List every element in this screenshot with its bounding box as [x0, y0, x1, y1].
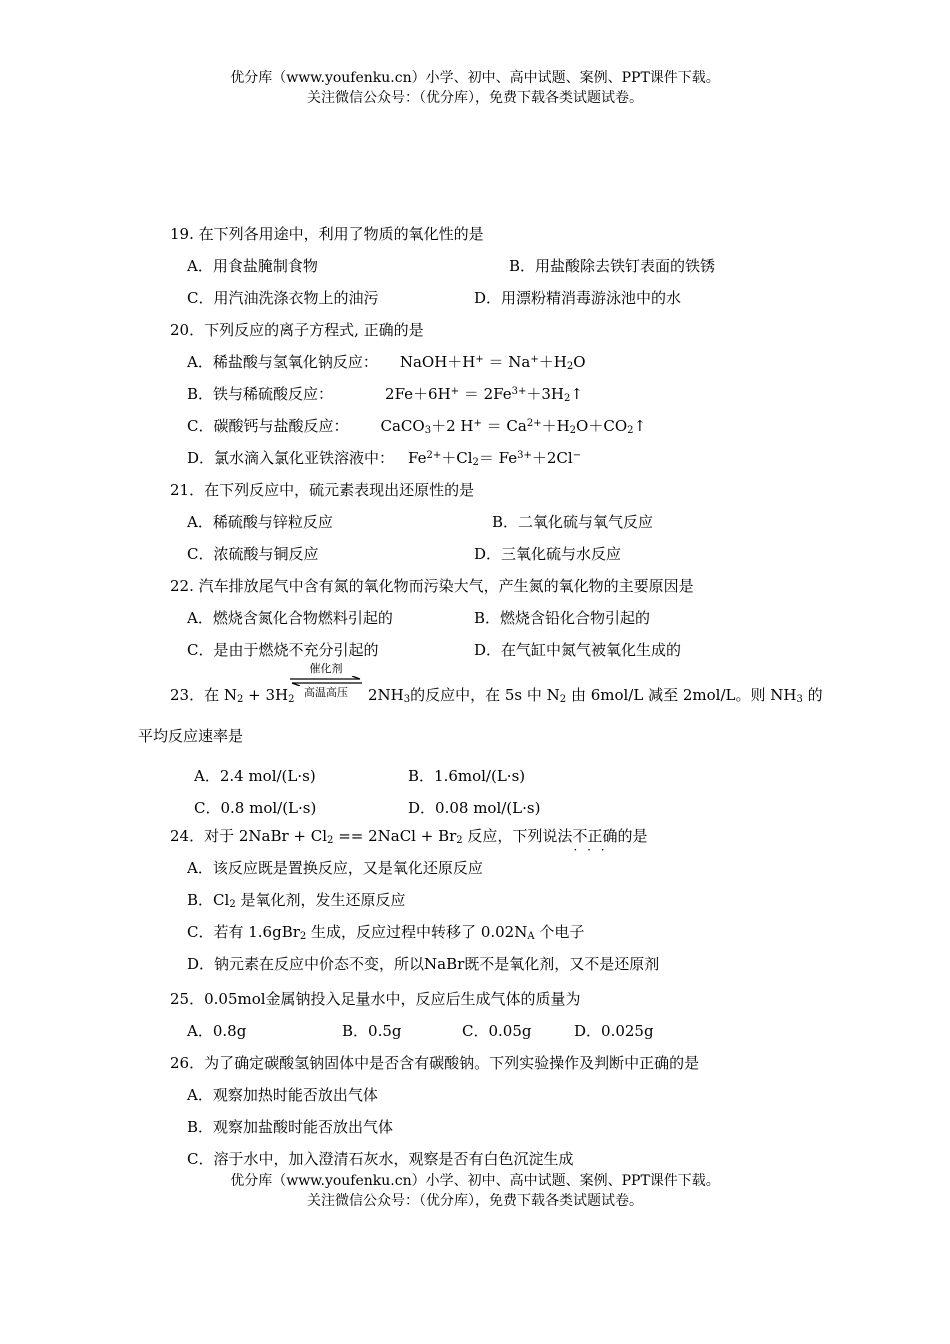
q26-option-b: B．观察加盐酸时能否放出气体 [187, 1118, 394, 1136]
q20-option-b-label: B．铁与稀硫酸反应： [187, 385, 334, 403]
q25-option-b: B．0.5g [342, 1022, 402, 1040]
q20-option-b-equation: $2Fe+6H^+ = 2Fe^{3+}+3H_2↑$ [385, 385, 583, 404]
q23-option-d: D．0.08 mol/(L·s) [408, 799, 541, 817]
q23-option-b: B．1.6mol/(L·s) [408, 767, 526, 785]
q20-option-c [187, 416, 646, 436]
q24-stem: 24．对于 2NaBr + $Cl_2$ == 2NaCl + $Br_2$ 反应，下列说法不正确 · · ·的是 [170, 826, 647, 846]
q21-stem: 21．在下列反应中，硫元素表现出还原性的是 [170, 481, 475, 499]
q24-option-a: A．该反应既是置换反应，又是氧化还原反应 [187, 859, 483, 877]
q24-option-b: B．$Cl_2$ 是氧化剂，发生还原反应 [187, 891, 406, 910]
q20-option-c-equation: CaCO$_3$＋2 $H^+ = Ca^{2+}+H_2O+CO_2↑$ [380, 417, 647, 436]
footer-line-2: 关注微信公众号：（优分库），免费下载各类试题试卷。 [307, 1193, 643, 1209]
q19-option-d: D．用漂粉精消毒游泳池中的水 [474, 289, 682, 307]
q22-option-b: B．燃烧含铅化合物引起的 [474, 609, 651, 627]
q20-option-d [187, 448, 581, 468]
q21-option-a: A．稀硫酸与锌粒反应 [187, 513, 333, 531]
q22-option-d: D．在气缸中氮气被氧化生成的 [474, 641, 682, 659]
q23-arrow-conditions: 高温高压 [304, 686, 348, 699]
q21-option-b: B．二氧化硫与氧气反应 [492, 513, 654, 531]
q23-stem-cont: 平均反应速率是 [138, 727, 244, 745]
q25-option-d: D．0.025g [574, 1022, 654, 1040]
q25-stem: 25．0.05mol金属钠投入足量水中，反应后生成气体的质量为 [170, 990, 581, 1008]
q20-option-d-equation: $Fe^{2+}+Cl_2= Fe^{3+}+2Cl^-$ [408, 449, 582, 468]
q26-option-c: C．溶于水中，加入澄清石灰水，观察是否有白色沉淀生成 [187, 1150, 574, 1168]
q24-option-c: C．若有 1.6gBr$_2$ 生成，反应过程中转移了 $0.02N_A$ 个电子 [187, 923, 585, 942]
q23-reversible-arrow [288, 662, 364, 706]
header-line-2: 关注微信公众号：（优分库），免费下载各类试题试卷。 [307, 90, 643, 106]
q23-arrow-catalyst: 催化剂 [309, 662, 343, 675]
q23-stem-left: 23．在 $N_2 + 3H_2$ [170, 686, 295, 705]
header-line-1: 优分库（www.youfenku.cn）小学、初中、高中试题、案例、PPT课件下载。 [230, 70, 720, 86]
q24-emphasis: 不正确 · · · [572, 827, 617, 845]
q23-option-a: A．2.4 mol/(L·s) [194, 767, 316, 785]
q20-option-a [187, 352, 586, 372]
q21-option-c: C．浓硫酸与铜反应 [187, 545, 319, 563]
q19-option-a: A．用食盐腌制食物 [187, 257, 318, 275]
q20-stem: 20．下列反应的离子方程式, 正确的是 [170, 321, 424, 339]
q19-option-c: C．用汽油洗涤衣物上的油污 [187, 289, 379, 307]
q24-option-d: D．钠元素在反应中价态不变，所以NaBr既不是氧化剂，又不是还原剂 [187, 955, 660, 973]
q25-option-c: C．0.05g [462, 1022, 532, 1040]
q25-option-a: A．0.8g [187, 1022, 247, 1040]
q26-option-a: A．观察加热时能否放出气体 [187, 1086, 378, 1104]
q20-option-d-label: D．氯水滴入氯化亚铁溶液中： [187, 449, 395, 467]
q20-option-c-label: C．碳酸钙与盐酸反应： [187, 417, 349, 435]
q23-option-c: C．0.8 mol/(L·s) [194, 799, 317, 817]
q23-stem-right: $2NH_3$的反应中，在 5s 中 $N_2$ 由 6mol/L 减至 2mol/L。则 $NH_3$ 的 [368, 686, 823, 705]
q20-option-b [187, 384, 583, 404]
q21-option-d: D．三氧化硫与水反应 [474, 545, 622, 563]
footer-line-1: 优分库（www.youfenku.cn）小学、初中、高中试题、案例、PPT课件下载。 [230, 1173, 720, 1189]
equilibrium-arrow-icon [288, 676, 364, 686]
q22-option-a: A．燃烧含氮化合物燃料引起的 [187, 609, 393, 627]
q22-stem: 22. 汽车排放尾气中含有氮的氧化物而污染大气，产生氮的氧化物的主要原因是 [170, 577, 694, 595]
q20-option-a-equation: NaOH＋H+ ＝ $Na^++H_2O$ [399, 353, 586, 372]
q26-stem: 26．为了确定碳酸氢钠固体中是否含有碳酸钠。下列实验操作及判断中正确的是 [170, 1054, 700, 1072]
q22-option-c: C．是由于燃烧不充分引起的 [187, 641, 379, 659]
q19-stem: 19. 在下列各用途中，利用了物质的氧化性的是 [170, 225, 484, 243]
q20-option-a-label: A．稀盐酸与氢氧化钠反应： [187, 353, 378, 371]
q19-option-b: B．用盐酸除去铁钉表面的铁锈 [509, 257, 716, 275]
